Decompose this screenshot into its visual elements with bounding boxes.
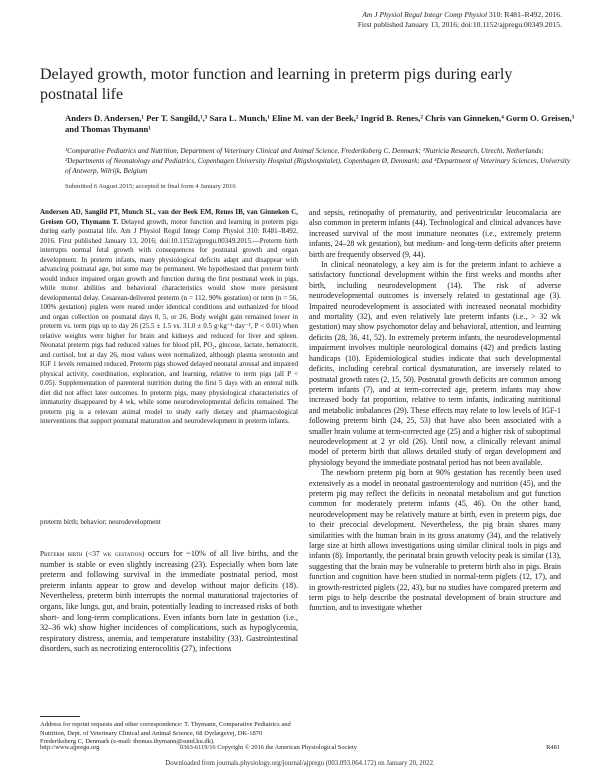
publish-info: First published January 13, 2016; doi:10.1152/ajpregu.00349.2015. bbox=[357, 20, 562, 29]
running-header bbox=[358, 10, 562, 30]
intro-left-column bbox=[40, 549, 298, 655]
intro-body: occurs for ~10% of all live births, and the number is stable or even slightly increasing (23). Especially when born late preterm and following survival in the immediate postnatal period, most preterm infants appear to grow and develop without major deficits (18). Nevertheless, preterm birth interrupts the normal maturational trajectories of organs, like lungs, gut, and brain, potentially leading to increased risks of both short- and long-term complications. Even infants born late in gestation (i.e., 32–36 wk) show higher incidences of complications, such as hypoglycemia, respiratory distress, anemia, and temperature instability (33). Gastrointestinal disorders, such as necrotizing enterocolitis (27), infections bbox=[40, 549, 298, 654]
page-number: R481 bbox=[546, 744, 560, 751]
journal-url[interactable]: http://www.ajpregu.org bbox=[40, 744, 100, 751]
abstract-lead: Andersen AD, Sangild PT, Munch SL, van der Beek EM, Renes IB, van Ginneken C, Greisen GO, Thymann T. bbox=[40, 208, 298, 226]
journal-name: Am J Physiol Regul Integr Comp Physiol bbox=[362, 10, 488, 19]
abstract bbox=[40, 208, 298, 427]
correspondence-address: Address for reprint requests and other correspondence: T. Thymann, Comparative Pediatrics and Nutrition, Dept. of Veterinary Clinical and Animal Science, 68 Dyrlægevej, DK-1870 Frederiksberg C, Denmark (e-mail: thomas.thymann@sund.ku.dk). bbox=[40, 721, 291, 745]
abstract-body: Delayed growth, motor function and learning in preterm pigs during early postnatal life. Am J Physiol Regul Integr Comp Physiol 310: R481–R492, 2016. First published January 13, 2016; doi:10.1152/ajpregu.00349.2015.—Preterm birth interrupts normal fetal growth with consequences for postnatal growth and organ development. In preterm infants, many physiological deficits adapt and disappear with advancing postnatal age, but some may be permanent. We hypothesized that preterm birth would induce impaired organ growth and function during the first postnatal week in pigs, while motor abilities and behavioral characteristics would show more persistent developmental delay. Cesarean-delivered preterm (n = 112, 90% gestation) or term (n = 56, 100% gestation) piglets were reared under identical conditions and euthanized for blood and organ collection on postnatal days 0, 5, or 26. Body weight gain remained lower in preterm vs. term pigs up to day 26 (25.5 ± 1.5 vs. 31.0 ± 0.5 g·kg⁻¹·day⁻¹, P < 0.01) when relative weights were higher for brain and kidneys and reduced for liver and spleen. Neonatal preterm pigs had reduced values for blood pH, PO₂, glucose, lactate, hematocrit, and cortisol, but at day 26, most values were normalized, although plasma serotonin and IGF 1 levels remained reduced. Preterm pigs showed delayed neonatal arousal and impaired physical activity, coordination, exploration, and learning, relative to term pigs (all P < 0.05). Supplementation of parenteral nutrition during the first 5 days with an enteral milk diet did not affect later outcomes. In preterm pigs, many physiological characteristics of immaturity disappeared by 4 wk, while some neurodevelopmental deficits remained. The preterm pig is a relevant animal model to study early dietary and pharmacological interventions that support postnatal maturation and neurodevelopment in preterm infants. bbox=[40, 217, 298, 425]
footnote-divider bbox=[40, 716, 80, 717]
right-column bbox=[309, 208, 561, 614]
intro-lead-paren: (<37 wk gestation) bbox=[82, 550, 145, 558]
author-list: Anders D. Andersen,¹ Per T. Sangild,¹,³ Sara L. Munch,¹ Eline M. van der Beek,² Ingrid B. Renes,² Chris van Ginneken,⁴ Gorm O. Greisen,³ and Thomas Thymann¹ bbox=[65, 113, 575, 134]
submission-dates: Submitted 6 August 2015; accepted in final form 4 January 2016 bbox=[65, 183, 236, 190]
article-title: Delayed growth, motor function and learning in preterm pigs during early postnatal life bbox=[40, 66, 513, 103]
paragraph: The newborn preterm pig born at 90% gestation has recently been used extensively as a model in neonatal gastroenterology and nutrition (45), and the preterm pig may reflect the deficits in neonatal metabolism and gut function common for moderately preterm infants (45, 46). On the other hand, neurodevelopment may be relatively mature at birth, even in preterm pigs, due to their precocial development. Nevertheless, the pig brain shares many similarities with the human brain in its gross anatomy (34), and the relatively large size at birth allows investigations using similar clinical tools in pigs and infants (8). Importantly, the perinatal brain growth velocity peak is similar (13), suggesting that the brain may be vulnerable to preterm birth also in pigs. Brain function and cognition have been studied in normal-term piglets (12, 17), and in growth-restricted piglets (22, 43), but no studies have compared preterm and term pigs to help describe the postnatal development of brain structure and function, and to investigate whether bbox=[309, 468, 561, 613]
intro-lead: Preterm birth bbox=[40, 550, 83, 558]
affiliations: ¹Comparative Pediatrics and Nutrition, Department of Veterinary Clinical and Animal Science, Frederiksberg C, Denmark; ²Nutricia Research, Utrecht, Netherlands; ³Departments of Neonatology and Pediatrics, Copenhagen University Hospital (Rigshospitalet), Copenhagen Ø, Denmark; and ⁴Department of Veterinary Sciences, University of Antwerp, Wilrijk, Belgium bbox=[65, 147, 571, 175]
keywords: preterm birth; behavior; neurodevelopment bbox=[40, 518, 161, 526]
paragraph: In clinical neonatology, a key aim is for the preterm infant to achieve a satisfactory functional development within the first weeks and months after birth, including neurodevelopment (14). The risk of adverse neurodevelopmental outcomes is inversely related to gestational age (3). Impaired neurodevelopment is associated with increased neonatal morbidity and mortality (32), and even relatively late preterm infants (i.e., > 32 wk gestation) may show psychomotor delay and behavioral, attention, and learning deficits (28, 36, 41, 52). In extremely preterm infants, the neurodevelopmental impairment involves multiple neurological domains (42) and predicts lasting handicaps (10). Epidemiological studies indicate that such developmental deficits, including cerebral cortical dysmaturation, are inversely related to postnatal growth rates (2, 15, 50). Postnatal growth deficits are common among preterm infants (7), and at term-corrected age, preterm infants may show increased body fat proportion, relative to term infants, indicating nutritional and metabolic imbalances (29). These effects may relate to low levels of IGF-1 following preterm birth (24, 25, 53) that have also been associated with a smaller brain volume at term-corrected age (25) and a higher risk of suboptimal neurodevelopment at 2 yr old (26). Until now, a clinically relevant animal model of preterm birth that allows detailed study of organ development and physiology beyond the immediate postnatal period has not been available. bbox=[309, 260, 561, 467]
journal-citation: 310: R481–R492, 2016. bbox=[487, 10, 562, 19]
paragraph: and sepsis, retinopathy of prematurity, and periventricular leucomalacia are also common in preterm infants (44). Technological and clinical advances have increased survival of the most immature neonates (i.e., extremely preterm infants, 24–28 wk gestation), but medium- and long-term deficits after preterm birth are frequently observed (9, 44). bbox=[309, 208, 561, 259]
download-notice: Downloaded from journals.physiology.org/journal/ajpregu (003.093.064.172) on January 20, 2022. bbox=[165, 760, 435, 767]
copyright: 0363-6119/16 Copyright © 2016 the American Physiological Society bbox=[180, 744, 357, 751]
